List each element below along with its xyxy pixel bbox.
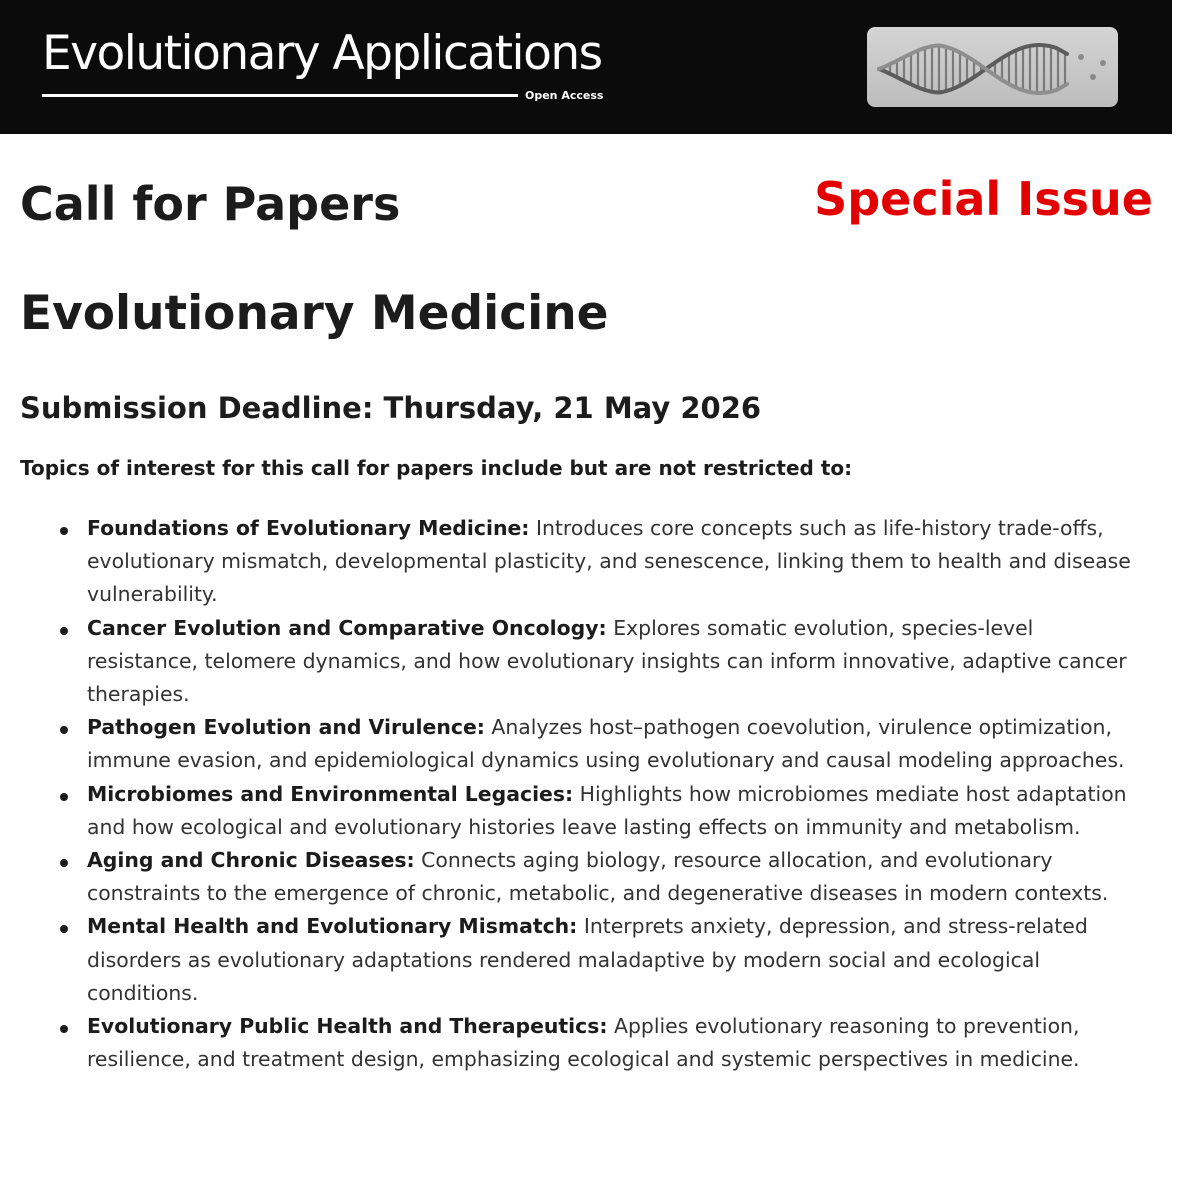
topic-item: [87, 512, 1147, 612]
topic-description: Highlights how microbiomes mediate host adaptation and how ecological and evolutionary histories leave lasting effects on immunity and metabolism.: [87, 781, 1127, 839]
topic-description: Connects aging biology, resource allocation, and evolutionary constraints to the emergence of chronic, metabolic, and degenerative diseases in modern contexts.: [87, 848, 1109, 906]
topic-description: Interprets anxiety, depression, and stress-related disorders as evolutionary adaptations rendered maladaptive by modern social and ecological conditions.: [87, 914, 1088, 1005]
bullet-icon: [60, 627, 68, 635]
topic-name: Mental Health and Evolutionary Mismatch:: [87, 914, 578, 939]
topic-name: Foundations of Evolutionary Medicine:: [87, 516, 530, 540]
journal-header-banner: [0, 0, 1172, 134]
topics-list: [87, 512, 1147, 1076]
topic-name: Cancer Evolution and Comparative Oncology:: [87, 615, 607, 640]
topic-description: Explores somatic evolution, species-level resistance, telomere dynamics, and how evolutionary insights can inform innovative, adaptive cancer therapies.: [87, 615, 1127, 707]
bullet-icon: [60, 527, 68, 535]
topic-item: [87, 711, 1147, 777]
special-issue-label: Special Issue: [814, 172, 1153, 226]
topic-item: [87, 612, 1147, 712]
bullet-icon: [60, 1025, 68, 1033]
topic-name: Evolutionary Public Health and Therapeutics:: [87, 1014, 608, 1039]
bullet-icon: [60, 726, 68, 734]
topic-item: [87, 910, 1147, 1010]
bullet-icon: [60, 793, 68, 801]
topic-description: Introduces core concepts such as life-history trade-offs, evolutionary mismatch, developmental plasticity, and senescence, linking them to health and disease vulnerability.: [87, 516, 1131, 607]
bullet-icon: [60, 859, 68, 867]
dna-bead: [1078, 54, 1084, 60]
dna-bead: [1100, 60, 1106, 66]
submission-deadline: Submission Deadline: Thursday, 21 May 2026: [20, 391, 762, 425]
journal-title: Evolutionary Applications: [42, 26, 602, 81]
journal-title-underline: [42, 94, 518, 97]
dna-bead: [1090, 74, 1096, 80]
topics-intro: Topics of interest for this call for papers include but are not restricted to:: [20, 456, 853, 480]
topic-description: Analyzes host–pathogen coevolution, virulence optimization, immune evasion, and epidemiological dynamics using evolutionary and causal modeling approaches.: [87, 715, 1125, 773]
call-for-papers-heading: Call for Papers: [20, 177, 401, 231]
topic-name: Pathogen Evolution and Virulence:: [87, 715, 485, 740]
dna-helix-icon: [867, 27, 1118, 107]
topic-description: Applies evolutionary reasoning to prevention, resilience, and treatment design, emphasizing ecological and systemic perspectives in medicine.: [87, 1014, 1080, 1072]
topic-name: Aging and Chronic Diseases:: [87, 848, 415, 873]
topic-item: [87, 844, 1147, 910]
topic-item: [87, 778, 1147, 844]
special-issue-title: Evolutionary Medicine: [20, 286, 609, 341]
topic-name: Microbiomes and Environmental Legacies:: [87, 781, 574, 806]
open-access-label: Open Access: [525, 89, 604, 102]
topic-item: [87, 1010, 1147, 1076]
bullet-icon: [60, 925, 68, 933]
